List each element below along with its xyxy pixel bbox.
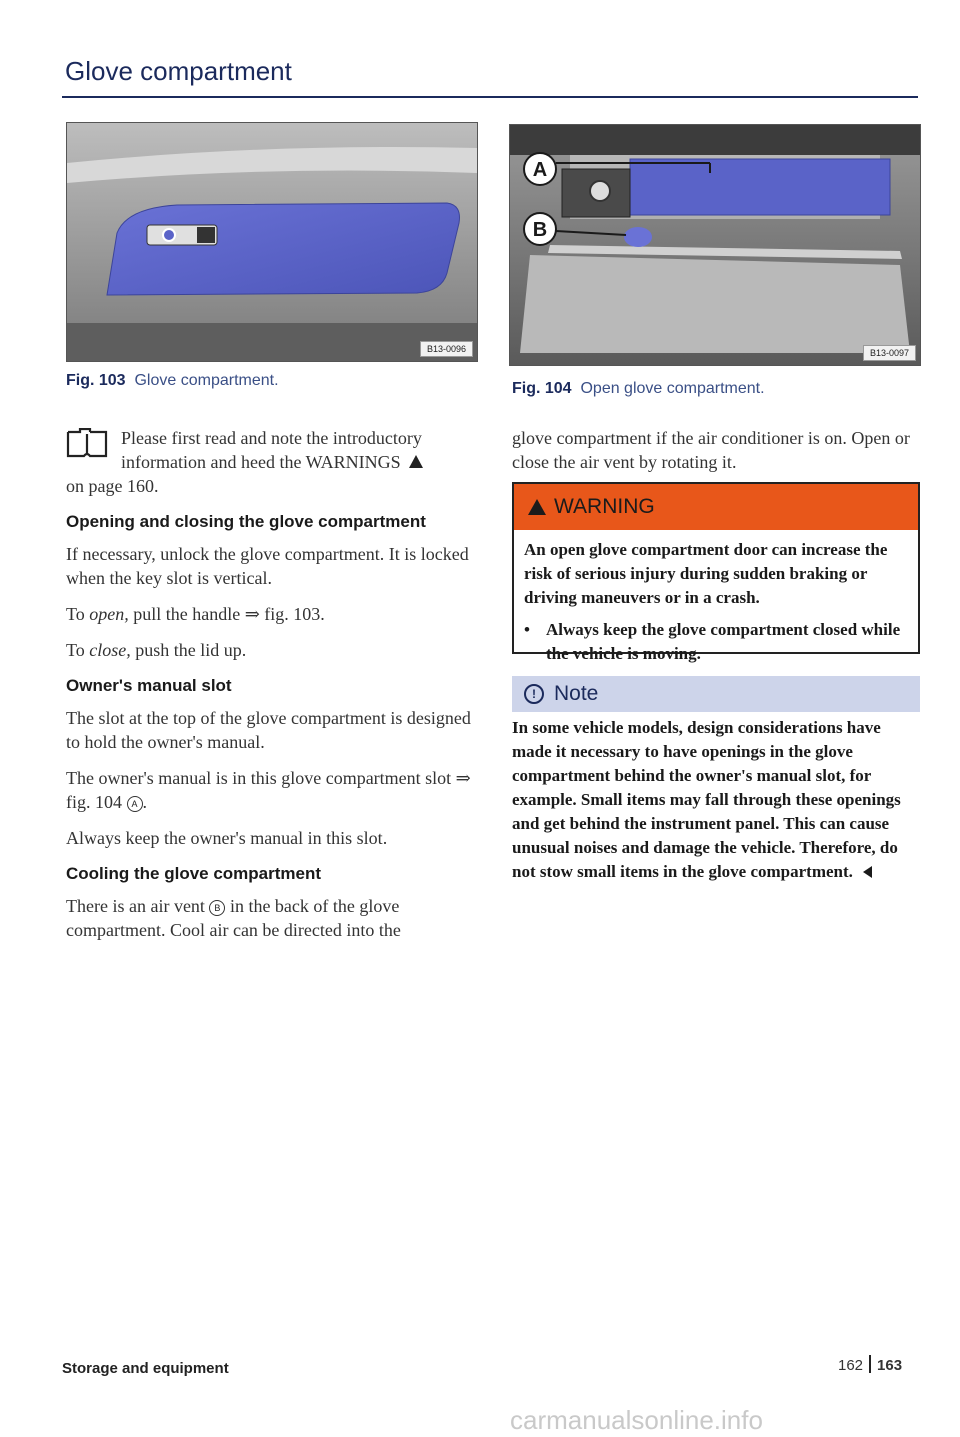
- open-emphasis: open,: [89, 604, 129, 624]
- bullet-icon: •: [524, 620, 530, 639]
- paragraph-close: To close, push the lid up.: [66, 640, 247, 660]
- glove-compartment-closed-illustration: [67, 123, 477, 361]
- heading-cooling: Cooling the glove compartment: [66, 864, 322, 883]
- paragraph-open: To open, pull the handle ⇒ fig. 103.: [66, 604, 325, 624]
- paragraph-slot-location: The owner's manual is in this glove compartment slot ⇒ fig. 104 A .: [66, 768, 471, 812]
- note-title: Note: [554, 682, 599, 705]
- paragraph-slot-keep: Always keep the owner's manual in this slot.: [66, 828, 388, 848]
- figure-103-code: B13-0096: [420, 341, 473, 357]
- intro-text: Please first read and note the introductory information and heed the WARNINGS: [121, 428, 422, 472]
- end-arrow-icon: [863, 866, 872, 878]
- figure-104-caption: [512, 380, 765, 398]
- warning-text: An open glove compartment door can increase the risk of serious injury during sudden braking or driving maneuvers or in a crash.: [524, 540, 888, 607]
- watermark: carmanualsonline.info: [510, 1405, 763, 1435]
- intro-page-ref: on page 160.: [66, 476, 159, 496]
- left-column: [66, 426, 476, 954]
- callout-a-icon: A: [127, 796, 143, 812]
- right-column-continuation: [512, 426, 920, 486]
- figure-103-image: [66, 122, 478, 362]
- page-number-right: 163: [877, 1357, 903, 1374]
- note-header: [512, 676, 920, 712]
- heading-opening-closing: Opening and closing the glove compartment: [66, 512, 426, 531]
- glove-compartment-open-illustration: [510, 125, 920, 365]
- figure-103-caption-text: Glove compartment.: [134, 372, 279, 389]
- heading-manual-slot: Owner's manual slot: [66, 676, 232, 695]
- warning-bullet: [524, 618, 908, 666]
- note-body: [512, 716, 920, 884]
- paragraph-unlock: If necessary, unlock the glove compartment. It is locked when the key slot is vertical.: [66, 544, 469, 588]
- warning-body: [514, 530, 918, 674]
- warning-title: WARNING: [554, 495, 655, 518]
- page-title: Glove compartment: [65, 56, 292, 86]
- figure-104-code: B13-0097: [863, 345, 916, 361]
- page-divider: [869, 1355, 871, 1373]
- page-number-left: 162: [838, 1357, 864, 1374]
- callout-b-icon: B: [209, 900, 225, 916]
- note-text: In some vehicle models, design considerations have made it necessary to have openings in the glove compartment behind the owner's manual slot, for example. Small items may fall through these openings and get behind the instrument panel. This can cause unusual noises and damage the vehicle. Therefore, do not stow small items in the glove compartment.: [512, 718, 901, 881]
- figure-104-image: [509, 124, 921, 366]
- warning-triangle-icon: [409, 455, 423, 468]
- note-info-icon: !: [524, 684, 544, 704]
- intro-block: [66, 426, 476, 498]
- paragraph-slot-design: The slot at the top of the glove compartment is designed to hold the owner's manual.: [66, 708, 471, 752]
- figure-104-label-b: B: [532, 219, 548, 241]
- warning-bullet-text: Always keep the glove compartment closed while the vehicle is moving.: [546, 620, 901, 663]
- figure-103-caption: [66, 372, 279, 390]
- close-emphasis: close,: [89, 640, 131, 660]
- figure-103-number: Fig. 103: [66, 372, 126, 389]
- warning-box: [512, 482, 920, 663]
- figure-104-label-a: A: [532, 159, 548, 181]
- title-rule: [62, 96, 918, 98]
- warning-triangle-icon: [528, 499, 546, 515]
- figure-104-number: Fig. 104: [512, 380, 572, 397]
- paragraph-cooling-continued: glove compartment if the air conditioner is on. Open or close the air vent by rotating it.: [512, 428, 910, 472]
- figure-104-caption-text: Open glove compartment.: [580, 380, 765, 397]
- footer-section: Storage and equipment: [62, 1360, 229, 1377]
- book-icon: [66, 428, 108, 458]
- warning-header: [514, 484, 918, 530]
- paragraph-cooling: There is an air vent B in the back of the glove compartment. Cool air can be directed into the: [66, 896, 401, 940]
- page-numbers: [838, 1355, 902, 1374]
